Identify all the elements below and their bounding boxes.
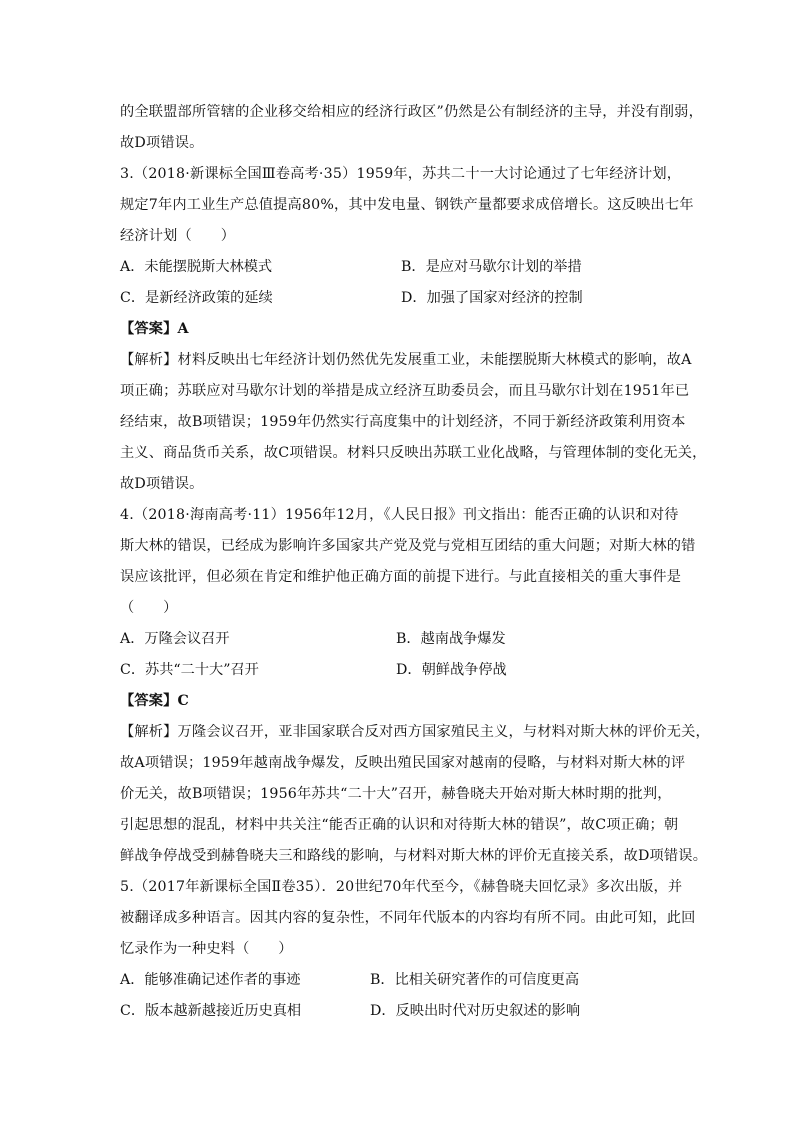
option-b: B．是应对马歇尔计划的举措 — [401, 259, 582, 275]
option-c: C．版本越新越接近历史真相 — [120, 1003, 302, 1019]
option-d: D．反映出时代对历史叙述的影响 — [370, 1003, 581, 1019]
option-a: A．能够准确记述作者的事迹 — [120, 972, 301, 988]
option-c: C．是新经济政策的延续 — [120, 290, 273, 306]
text-line: 主义、商品货币关系，故C项错误。材料只反映出苏联工业化战略，与管理体制的变化无关， — [120, 445, 707, 461]
text-line: （ ） — [120, 600, 178, 616]
text-line: 引起思想的混乱，材料中共关注“能否正确的认识和对待斯大林的错误”，故C项正确；朝 — [120, 817, 679, 833]
text-line: 故D项错误。 — [120, 476, 204, 492]
question-5-stem: 5.（2017年新课标全国Ⅱ卷35）．20世纪70年代至今，《赫鲁晓夫回忆录》多次出版，并 — [120, 879, 683, 895]
option-b: B．比相关研究著作的可信度更高 — [370, 972, 580, 988]
text-line: 鲜战争停战受到赫鲁晓夫三和路线的影响，与材料对斯大林的评价无直接关系，故D项错误。 — [120, 848, 708, 864]
text-line: 规定7年内工业生产总值提高80%，其中发电量、钢铁产量都要求成倍增长。这反映出七年 — [120, 197, 694, 213]
option-a: A．万隆会议召开 — [120, 631, 230, 647]
text-line: 经济计划（ ） — [120, 228, 236, 244]
option-d: D．加强了国家对经济的控制 — [401, 290, 583, 306]
question-4-stem: 4.（2018·海南高考·11）1956年12月，《人民日报》刊文指出：能否正确的认识和对待 — [120, 507, 679, 523]
text-line: 经结束，故B项错误；1959年仍然实行高度集中的计划经济，不同于新经济政策利用资本 — [120, 414, 686, 430]
option-b: B．越南战争爆发 — [396, 631, 506, 647]
text-line: 被翻译成多种语言。因其内容的复杂性，不同年代版本的内容均有所不同。由此可知，此回 — [120, 910, 696, 926]
option-a: A．未能摆脱斯大林模式 — [120, 259, 273, 275]
text-line: 项正确；苏联应对马歇尔计划的举措是成立经济互助委员会，而且马歇尔计划在1951年已 — [120, 383, 690, 399]
analysis-text: 【解析】材料反映出七年经济计划仍然优先发展重工业，未能摆脱斯大林模式的影响，故A — [120, 352, 692, 368]
text-line: 故A项错误；1959年越南战争爆发，反映出殖民国家对越南的侵略，与材料对斯大林的评 — [120, 755, 686, 771]
answer-label: 【答案】C — [120, 693, 190, 709]
answer-label: 【答案】A — [120, 321, 189, 337]
text-line: 忆录作为一种史料（ ） — [120, 941, 293, 957]
question-3-stem: 3.（2018·新课标全国Ⅲ卷高考·35）1959年，苏共二十一大讨论通过了七年经济计划， — [120, 166, 682, 182]
text-line: 斯大林的错误，已经成为影响许多国家共产党及党与党相互团结的重大问题；对斯大林的错 — [120, 538, 696, 554]
text-line: 误应该批评，但必须在肯定和维护他正确方面的前提下进行。与此直接相关的重大事件是 — [120, 569, 682, 585]
analysis-text: 【解析】万隆会议召开，亚非国家联合反对西方国家殖民主义，与材料对斯大林的评价无关， — [120, 724, 710, 740]
option-c: C．苏共“二十大”召开 — [120, 662, 259, 678]
text-line: 价无关，故B项错误；1956年苏共“二十大”召开，赫鲁晓夫开始对斯大林时期的批判， — [120, 786, 672, 802]
option-d: D．朝鲜战争停战 — [396, 662, 507, 678]
text-line: 的全联盟部所管辖的企业移交给相应的经济行政区”仍然是公有制经济的主导，并没有削弱， — [120, 104, 703, 120]
text-line: 故D项错误。 — [120, 135, 204, 151]
